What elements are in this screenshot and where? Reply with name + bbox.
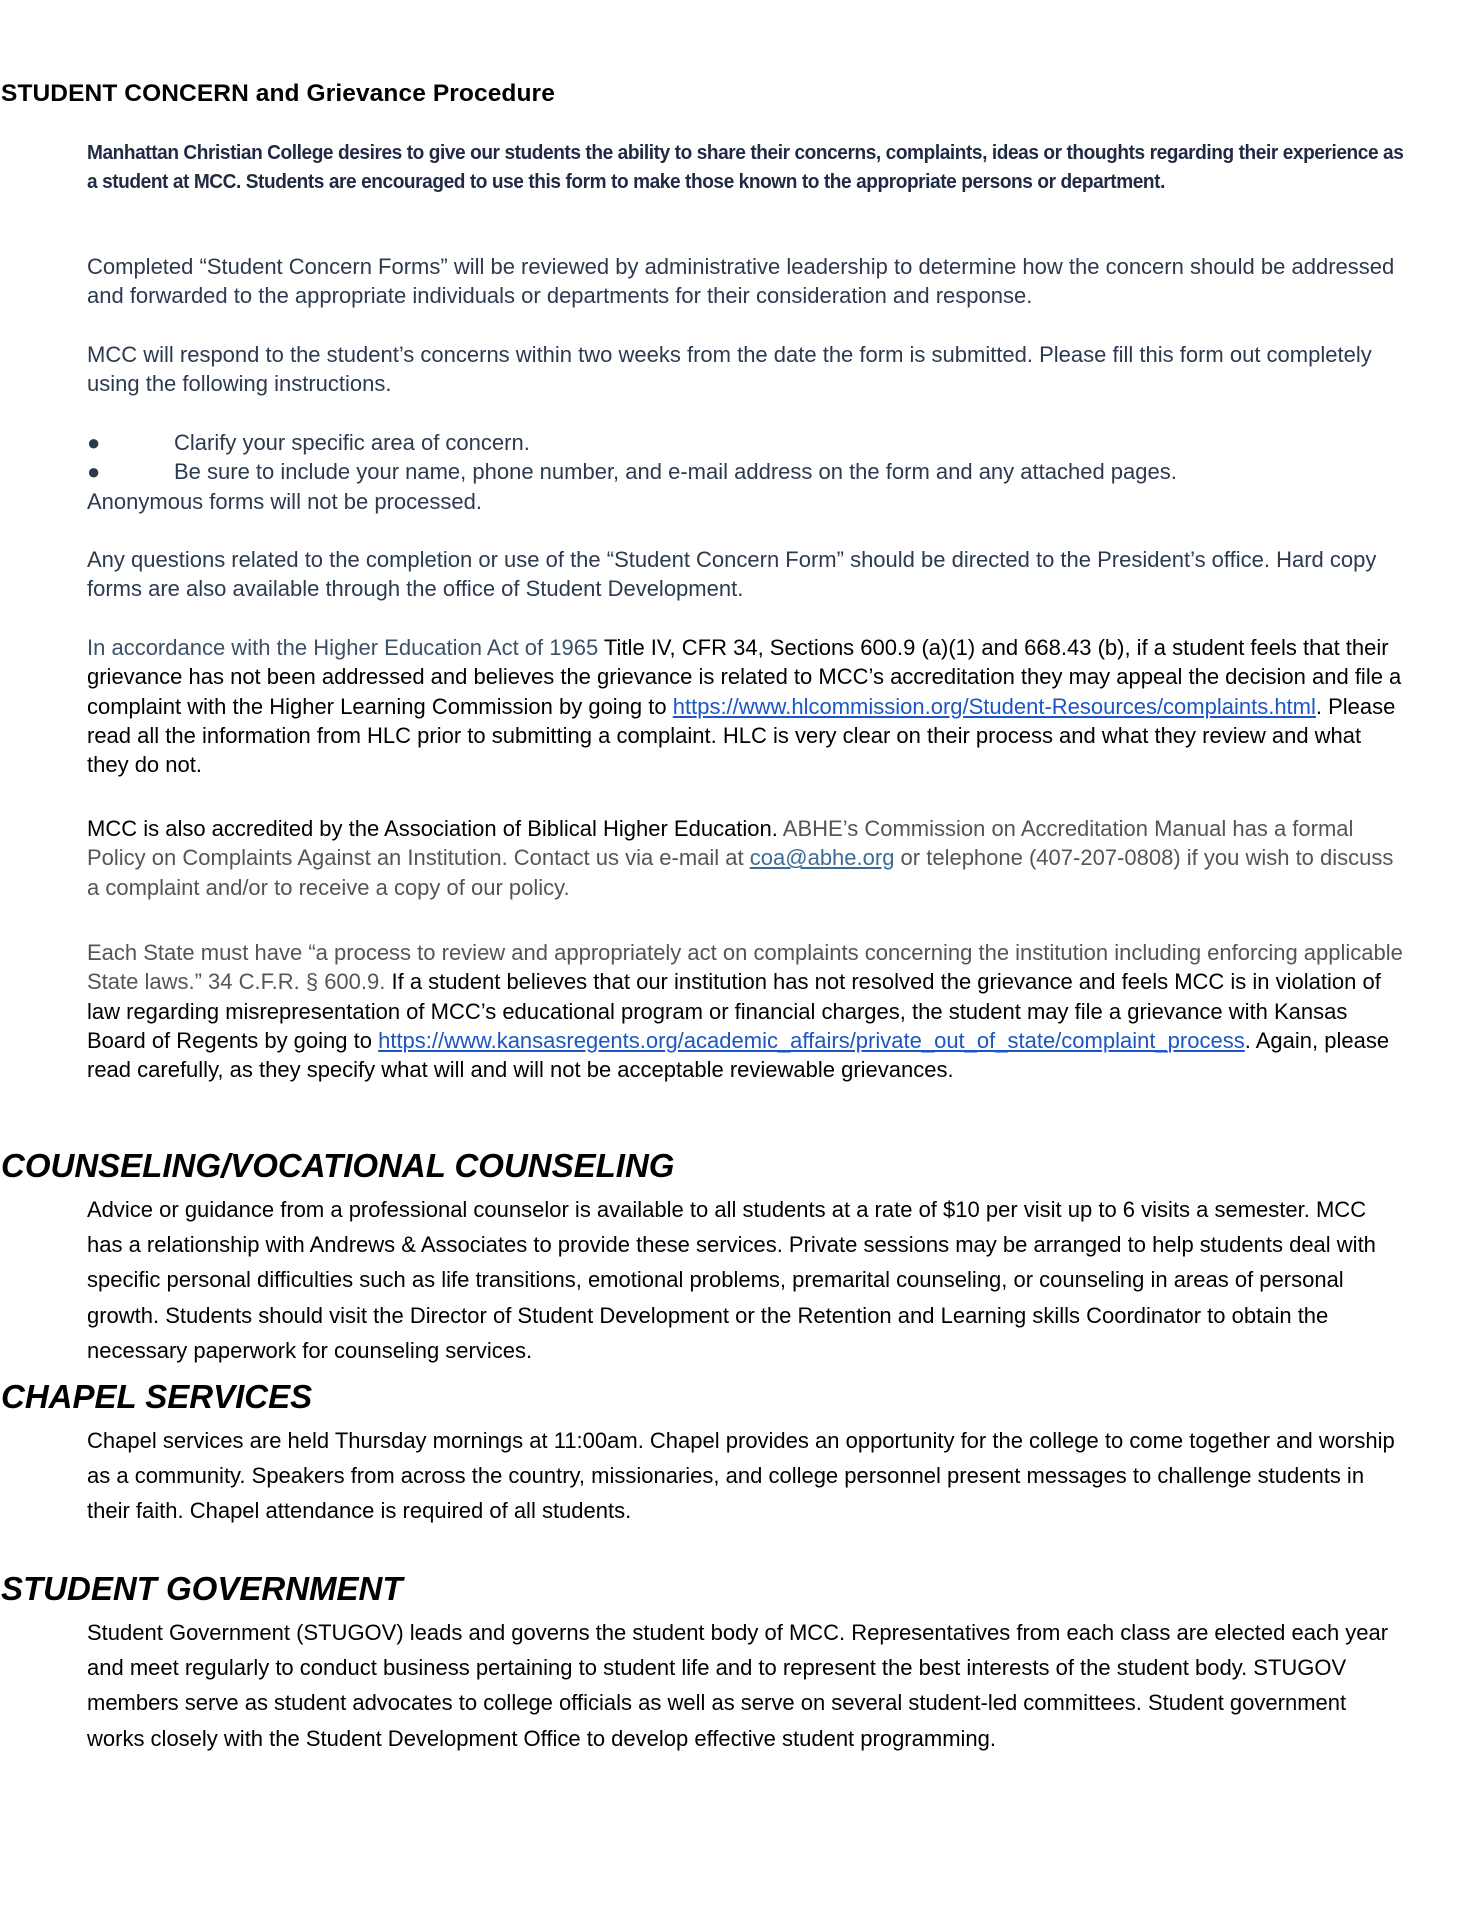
state-paragraph <box>87 938 1407 1084</box>
kansas-regents-link[interactable]: https://www.kansasregents.org/academic_affairs/private_out_of_state/complaint_process <box>378 1027 1245 1053</box>
counseling-heading: COUNSELING/VOCATIONAL COUNSELING <box>1 1147 675 1184</box>
hea-lead: In accordance with the Higher Education Act of 1965 <box>87 635 599 660</box>
abhe-body: ABHE’s Commission on Accreditation Manual has a formal Policy on Complaints Against an Institution. Contact us via e-mail at <box>87 816 1354 871</box>
intro-text-2: regarding their experience as a student at MCC. Students are encouraged to use this form to make those known to the appropriate persons or department. <box>87 141 1404 193</box>
state-body: If a student believes that our institution has not resolved the grievance and feels MCC is in violation of law regarding misrepresentation of MCC’s educational program or financial charges, the student may file a grievance with Kansas Board of Regents by going to <box>87 969 1381 1053</box>
hlc-complaints-link[interactable]: https://www.hlcommission.org/Student-Resources/complaints.html <box>672 693 1316 719</box>
instruction-list <box>87 428 1407 516</box>
abhe-paragraph <box>87 814 1407 902</box>
anonymous-note: Anonymous forms will not be processed. <box>87 488 482 514</box>
government-paragraph: Student Government (STUGOV) leads and governs the student body of MCC. Representatives from each class are elected each year and meet regularly to conduct business pertaining to student life and to represent the best interests of the student body. STUGOV members serve as student advocates to college officials as well as serve on several student-led committees. Student government works closely with the Student Development Office to develop effective student programming. <box>87 1620 1389 1751</box>
chapel-paragraph: Chapel services are held Thursday mornings at 11:00am. Chapel provides an opportunity for the college to come together and worship as a community. Speakers from across the country, missionaries, and college personnel present messages to challenge students in their faith. Chapel attendance is required of all students. <box>87 1428 1395 1524</box>
college-name: Manhattan Christian College <box>87 141 334 164</box>
hlc-paragraph <box>87 633 1407 779</box>
list-item-text: Be sure to include your name, phone number, and e-mail address on the form and any attached pages. <box>174 459 1177 485</box>
government-heading: STUDENT GOVERNMENT <box>1 1570 403 1607</box>
bullet-icon: ● <box>87 459 101 485</box>
respond-paragraph: MCC will respond to the student’s concerns within two weeks from the date the form is submitted. Please fill this form out completely using the following instructions. <box>87 342 1372 397</box>
intro-text-1: desires to give our students the ability to share their concerns, complaints, ideas or thoughts <box>333 141 1145 164</box>
list-item <box>87 457 1407 486</box>
state-tail: . Again, please read carefully, as they specify what will and will not be acceptable reviewable grievances. <box>87 1027 1390 1083</box>
list-item-text: Clarify your specific area of concern. <box>174 430 530 455</box>
list-item <box>87 428 1407 457</box>
hea-body: Title IV, CFR 34, Sections 600.9 (a)(1) and 668.43 (b), if a student feels that their grievance has not been addressed and believes the grievance is related to MCC’s accreditation they may appeal the decision and file a complaint with the Higher Learning Commission by going to <box>87 635 1402 719</box>
hea-tail: . Please read all the information from HLC prior to submitting a complaint. HLC is very clear on their process and what they review and what they do not. <box>87 693 1396 778</box>
counseling-paragraph: Advice or guidance from a professional counselor is available to all students at a rate of $10 per visit up to 6 visits a semester. MCC has a relationship with Andrews & Associates to provide these services. Private sessions may be arranged to help students deal with specific personal difficulties such as life transitions, emotional problems, premarital counseling, or counseling in areas of personal growth. Students should visit the Director of Student Development or the Retention and Learning skills Coordinator to obtain the necessary paperwork for counseling services. <box>87 1197 1376 1363</box>
questions-paragraph: Any questions related to the completion or use of the “Student Concern Form” should be directed to the President’s office. Hard copy forms are also available through the office of Student Development. <box>87 547 1377 602</box>
abhe-email-link[interactable]: coa@abhe.org <box>749 845 895 871</box>
state-lead: Each State must have “a process to review and appropriately act on complaints concerning the institution including enforcing applicable State laws.” 34 C.F.R. § 600.9. <box>87 940 1403 995</box>
review-paragraph: Completed “Student Concern Forms” will be reviewed by administrative leadership to determine how the concern should be addressed and forwarded to the appropriate individuals or departments for their consideration and response. <box>87 254 1395 309</box>
chapel-heading: CHAPEL SERVICES <box>1 1378 313 1415</box>
intro-paragraph <box>87 138 1408 196</box>
bullet-icon: ● <box>87 430 101 455</box>
page-title: STUDENT CONCERN and Grievance Procedure <box>1 80 555 107</box>
abhe-tail: or telephone (407-207-0808) if you wish to discuss a complaint and/or to receive a copy of our policy. <box>87 845 1394 900</box>
abhe-lead: MCC is also accredited by the Association of Biblical Higher Education. <box>87 816 778 841</box>
